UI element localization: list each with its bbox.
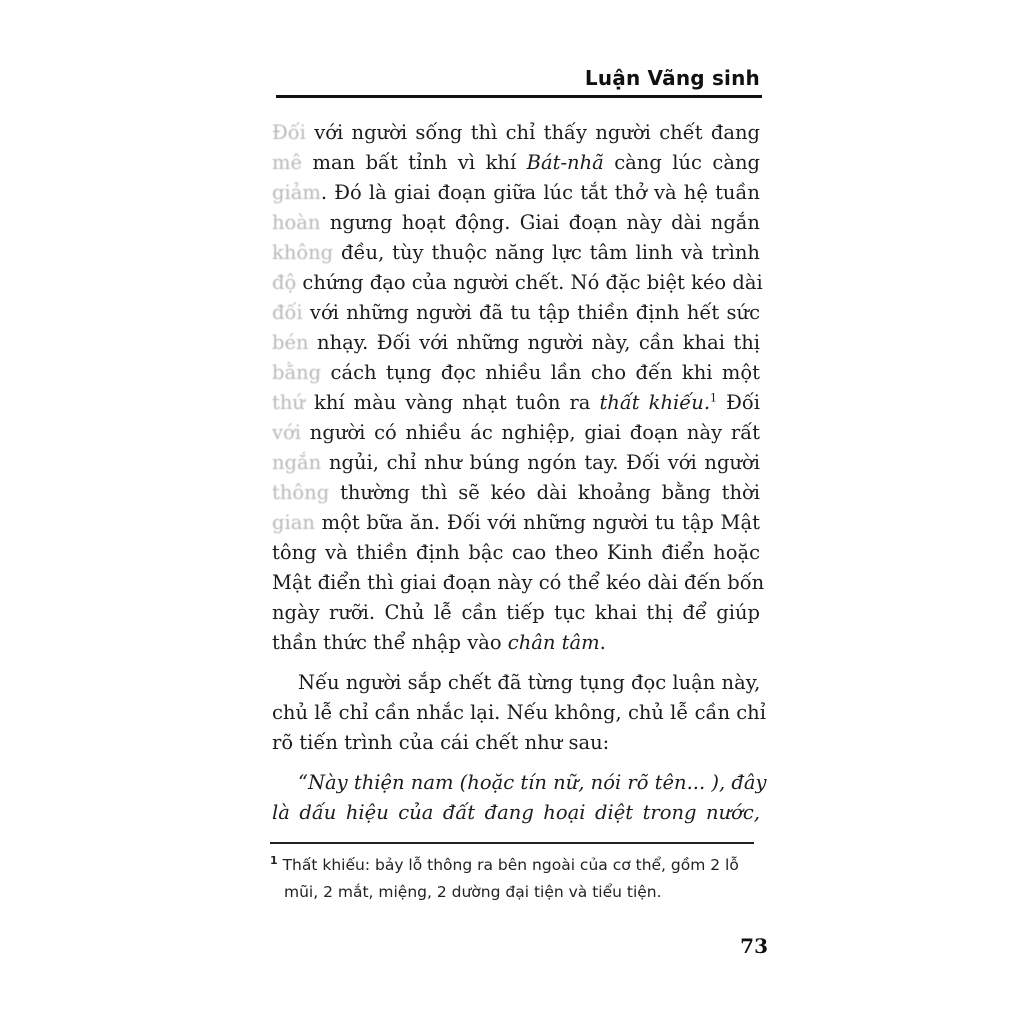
text-line [272,178,760,208]
faded-text: ngắn [272,451,322,474]
faded-text: mê [272,151,303,174]
faded-text: giảm [272,181,321,204]
text-line [272,208,760,238]
paragraph-2 [272,668,766,758]
text-line [272,538,760,568]
footnote-ref: 1 [710,391,718,405]
faded-text: bén [272,331,309,354]
faded-text: thứ [272,391,305,414]
line-text: người có nhiều ác nghiệp, giai đoạn này rất [301,421,760,444]
text-line: rõ tiến trình của cái chết như sau: [272,731,610,754]
line-text: . Đó là giai đoạn giữa lúc tắt thở và hệ tuần [320,181,760,204]
text-line [272,478,760,508]
quote-line: “Này thiện nam (hoặc tín nữ, nói rõ tên... ), đây [298,771,767,794]
faded-text: với [272,421,301,444]
faded-text: không [272,241,334,264]
line-text: khí màu vàng nhạt tuôn ra [304,391,600,414]
footnote-text-1: Thất khiếu: bảy lỗ thông ra bên ngoài của cơ thể, gồm 2 lỗ [277,856,739,874]
faded-text: hoàn [272,211,321,234]
text-line [272,448,760,478]
text-line [272,418,760,448]
line-text: tông và thiền định bậc cao theo Kinh điển hoặc [272,541,760,564]
line-text: một bữa ăn. Đối với những người tu tập Mật [314,511,760,534]
line-text: . [599,631,606,654]
italic-term: chân tâm [507,631,600,654]
faded-text: độ [272,271,297,294]
faded-text: thông [272,481,330,504]
footnote [270,852,762,906]
footnote-line-1 [270,852,762,879]
page-number: 73 [740,934,768,958]
faded-text: Đối [272,121,306,144]
quote-paragraph [272,768,767,828]
line-text: ngày rưỡi. Chủ lễ cần tiếp tục khai thị để giúp [272,601,760,624]
text-line [272,358,760,388]
line-text: thường thì sẽ kéo dài khoảng bằng thời [329,481,760,504]
text-line: chủ lễ chỉ cần nhắc lại. Nếu không, chủ lễ cần chỉ [272,701,766,724]
text-line [272,268,763,298]
faded-text: đối [272,301,303,324]
text-line [272,298,760,328]
text-line [272,238,760,268]
line-text: cách tụng đọc nhiều lần cho đến khi một [321,361,760,384]
text-line [272,328,760,358]
line-text: Đối [717,391,760,414]
paragraph-1 [272,118,765,658]
line-text: với người sống thì chỉ thấy người chết đang [305,121,760,144]
line-text: Mật điển thì giai đoạn này có thể kéo dài đến bốn [272,571,765,594]
italic-term: thất khiếu. [599,391,711,414]
running-head: Luận Vãng sinh [584,66,760,90]
faded-text: bằng [272,361,322,384]
footnote-rule [270,842,754,844]
text-line [272,148,760,178]
line-text: thần thức thể nhập vào [272,631,508,654]
line-text: đều, tùy thuộc năng lực tâm linh và trình [333,241,760,264]
body-text [272,118,767,828]
faded-text: gian [272,511,315,534]
footnote-line-2: mũi, 2 mắt, miệng, 2 dường đại tiện và tiểu tiện. [284,883,662,901]
text-line [272,508,760,538]
text-line [272,118,760,148]
line-text: chứng đạo của người chết. Nó đặc biệt kéo dài [296,271,763,294]
line-text: với những người đã tu tập thiền định hết sức [302,301,760,324]
quote-line: là dấu hiệu của đất đang hoại diệt trong nước, [272,801,760,824]
text-line: Nếu người sắp chết đã từng tụng đọc luận này, [298,671,761,694]
text-line [272,598,760,628]
text-line [272,388,760,418]
line-text: man bất tỉnh vì khí [302,151,527,174]
header-rule [276,95,762,98]
footnote-marker: 1 [270,853,278,867]
line-text: càng lúc càng [603,151,760,174]
line-text: nhạy. Đối với những người này, cần khai thị [308,331,760,354]
italic-term: Bát-nhã [526,151,604,174]
line-text: ngủi, chỉ như búng ngón tay. Đối với người [321,451,760,474]
line-text: ngưng hoạt động. Giai đoạn này dài ngắn [320,211,760,234]
text-line [272,568,765,598]
text-line [272,628,760,658]
